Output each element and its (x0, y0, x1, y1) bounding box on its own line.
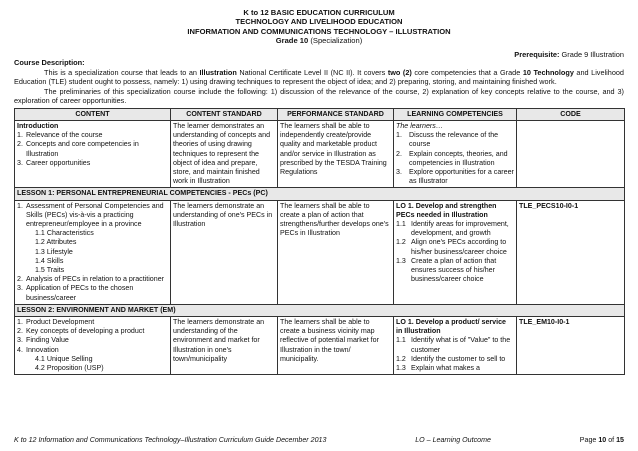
footer-legend: LO – Learning Outcome (415, 436, 491, 444)
lesson-1-sublist (26, 229, 168, 275)
table-row-lesson-1 (15, 200, 625, 304)
lesson-1-code: TLE_PECS10-I0-1 (517, 200, 625, 304)
list-item: 1.3 Explain what makes a (396, 363, 481, 372)
description-run: Illustration (199, 68, 237, 78)
table-row-introduction (15, 120, 625, 187)
lc-lead: The learners… (396, 121, 443, 130)
list-item: 3. Application of PECs to the chosen business/career (17, 284, 134, 302)
column-header-performance-standard: PERFORMANCE STANDARD (278, 108, 394, 120)
grade-label: Grade 10 (275, 35, 309, 45)
list-item: 1.2 Align one's PECs according to his/her business/career choice (396, 238, 507, 256)
table-row-lesson-2 (15, 316, 625, 374)
lesson-2-code: TLE_EM10-I0-1 (517, 316, 625, 374)
lesson-1-content-standard: The learners demonstrate an understanding of one's PECs in Illustration (171, 200, 278, 304)
list-item: 1. Discuss the relevance of the course (396, 131, 499, 149)
list-item: 2. Explain concepts, theories, and competencies in Illustration (396, 149, 508, 167)
sub-item: 4.2 Proposition (USP) (35, 363, 104, 372)
description-run: National Certificate Level II (NC II). It covers (236, 68, 388, 78)
page-number: Page 10 of 15 (579, 436, 624, 444)
lesson-1-content (15, 200, 171, 304)
course-description-p2 (14, 87, 624, 106)
list-item: 1.3 Create a plan of action that ensures success of his/her business/career choice (396, 256, 497, 284)
list-item: 3. Explore opportunities for a career as Illustrator (396, 167, 514, 186)
header-line-2: TECHNOLOGY AND LIVELIHOOD EDUCATION (235, 17, 403, 27)
list-item: 3. Career opportunities (17, 158, 91, 167)
document-header (14, 8, 624, 45)
lesson-1-content-list (17, 202, 168, 303)
list-item: 1.2 Identify the customer to sell to (396, 354, 506, 363)
description-run: 10 Technology (522, 68, 574, 78)
header-line-3: INFORMATION AND COMMUNICATIONS TECHNOLOGY – ILLUSTRATION (187, 26, 451, 36)
lesson-2-lo-title: LO 1. Develop a product/ service in Illustration (396, 317, 506, 336)
column-header-learning-competencies: LEARNING COMPETENCIES (394, 108, 517, 120)
intro-lc-list (396, 131, 514, 186)
intro-code (517, 120, 625, 187)
header-line-4 (14, 36, 624, 45)
intro-content-list (17, 131, 168, 168)
lesson-1-title: LESSON 1: PERSONAL ENTREPRENEURIAL COMPETENCIES - PECs (PC) (15, 188, 625, 200)
prerequisite (514, 51, 624, 60)
lesson-2-performance-standard: The learners shall be able to create a business vicinity map reflective of potential market for Illustration in the town/ municipality. (278, 316, 394, 374)
lesson-2-content (15, 316, 171, 374)
intro-performance-standard: The learners shall be able to independently create/provide quality and marketable product and/or service in Illustration as prescribed by the TESDA Training Regulations (278, 120, 394, 187)
sub-item: 4.1 Unique Selling (35, 354, 93, 363)
lesson-2-lc-list (396, 336, 514, 373)
lesson-2-content-standard: The learners demonstrate an understanding of the environment and market for Illustration in one's town/municipality (171, 316, 278, 374)
lesson-1-learning-competencies (394, 200, 517, 304)
intro-learning-competencies (394, 120, 517, 187)
header-line-1: K to 12 BASIC EDUCATION CURRICULUM (243, 8, 395, 17)
list-item: 1. Assessment of Personal Competencies and Skills (PECs) vis-à-vis a practicing entrepreneur/employee in a province 1.1 Characteristics 1.2 Attributes 1.3 Lifestyle 1.4 Skills 1.5 Traits (17, 202, 168, 276)
sub-item: 1.4 Skills (35, 256, 64, 265)
list-item: 2. Concepts and core competencies in Illustration (17, 140, 139, 158)
column-header-content-standard: CONTENT STANDARD (171, 108, 278, 120)
description-run: and Livelihood Education (TLE) student ought to possess, namely: 1) using drawing techniques to represent the object of idea; and 2) preparing, storing, and maintaining finished work. (14, 68, 624, 87)
column-header-content: CONTENT (15, 108, 171, 120)
sub-item: 1.2 Attributes (35, 238, 77, 247)
prerequisite-label: Prerequisite: (514, 50, 560, 59)
intro-title: Introduction (17, 121, 59, 130)
list-item: 2. Key concepts of developing a product (17, 327, 145, 336)
column-header-code: CODE (517, 108, 625, 120)
lesson-2-content-list (17, 318, 168, 373)
sub-item: 1.1 Characteristics (35, 229, 94, 238)
course-description-p1 (14, 68, 624, 87)
grade-qualifier: (Specialization) (310, 35, 363, 45)
lesson-2-title-row (15, 304, 625, 316)
lesson-1-lc-list (396, 220, 514, 284)
list-item: 1. Relevance of the course (17, 131, 103, 140)
lesson-1-lo-title: LO 1. Develop and strengthen PECs needed in Illustration (396, 201, 497, 219)
table-header-row (15, 108, 625, 120)
lesson-1-title-row (15, 188, 625, 200)
page-footer (14, 436, 624, 445)
list-item: 4. Innovation 4.1 Unique Selling 4.2 Proposition (USP) (17, 346, 168, 374)
description-run: This is a specialization course that leads to an (44, 68, 200, 78)
course-description-title: Course Description: (14, 58, 85, 68)
description-run: two (2) (387, 68, 412, 78)
prerequisite-value: Grade 9 Illustration (561, 50, 624, 59)
list-item: 1.1 Identify areas for improvement, development, and growth (396, 219, 509, 238)
sub-item: 1.5 Traits (35, 265, 65, 274)
course-description-p2-text: The preliminaries of this specialization course include the following: 1) discussion of the relevance of the course, 2) explanation of key concepts relative to the course, and 3) exploration of career opportunities. (14, 86, 624, 106)
lesson-2-sublist (26, 355, 168, 373)
list-item: 1.1 Identify what is of "Value" to the customer (396, 336, 511, 354)
footer-guide-title: K to 12 Information and Communications Technology–Illustration Curriculum Guide December 2013 (14, 436, 327, 444)
curriculum-table (14, 108, 625, 375)
lesson-2-title: LESSON 2: ENVIRONMENT AND MARKET (EM) (15, 304, 625, 316)
intro-content-standard: The learner demonstrates an understanding of concepts and theories of using drawing techniques to represent the object of idea and prepare, store, and maintain finished work in Illustration (171, 120, 278, 187)
lesson-1-performance-standard: The learners shall be able to create a plan of action that strengthens/further develops one's PECs in Illustration (278, 200, 394, 304)
lesson-2-learning-competencies (394, 316, 517, 374)
list-item: 3. Finding Value (17, 336, 69, 345)
intro-content-cell (15, 120, 171, 187)
list-item: 2. Analysis of PECs in relation to a practitioner (17, 275, 164, 284)
description-run: core competencies that a Grade (411, 68, 523, 78)
list-item: 1. Product Development (17, 317, 95, 326)
sub-item: 1.3 Lifestyle (35, 247, 73, 256)
